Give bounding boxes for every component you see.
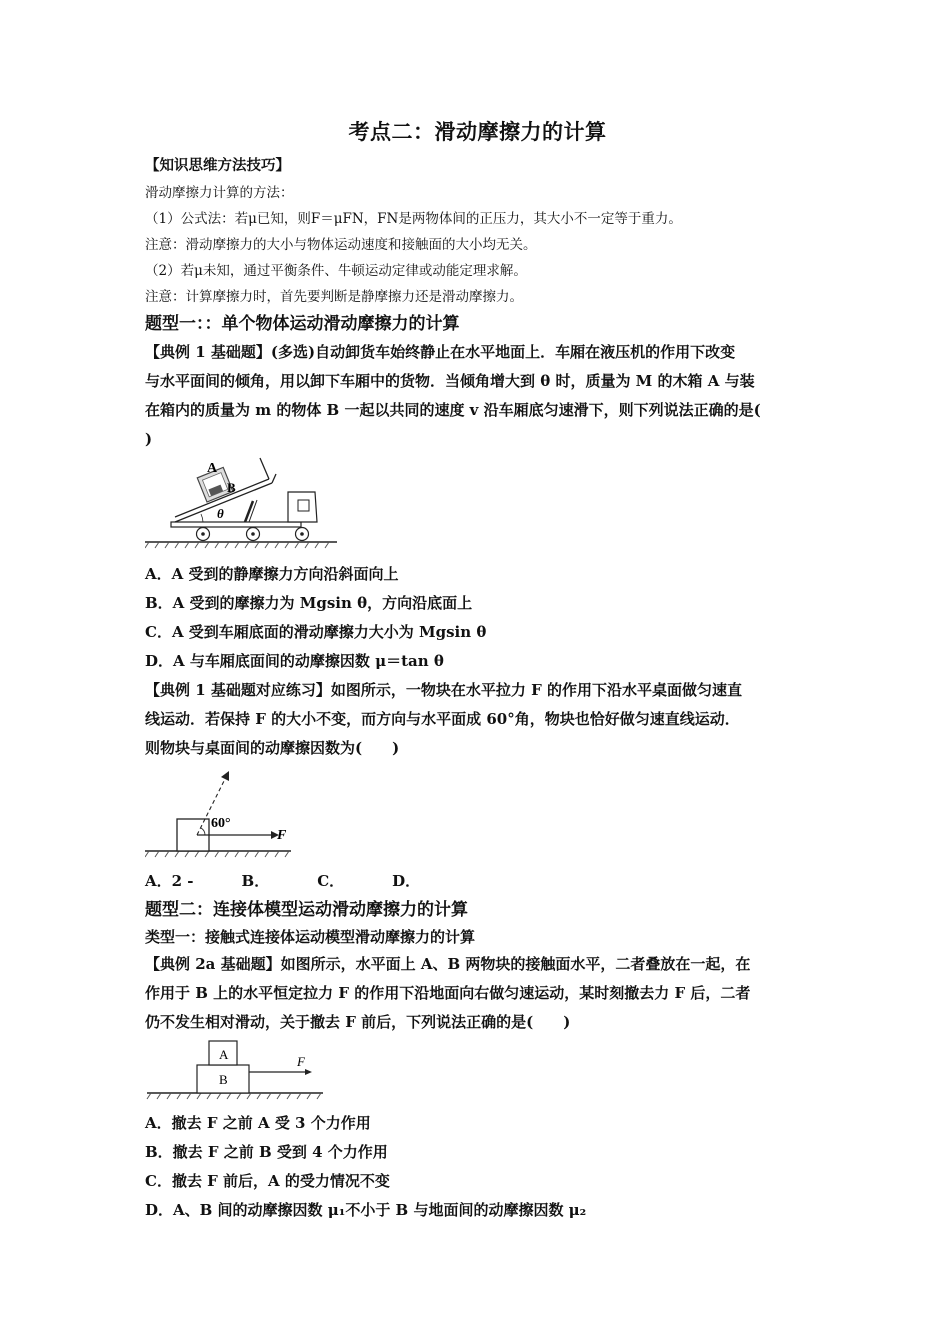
stacked-blocks-figure: [145, 1039, 335, 1105]
example2a-option-c: C．撤去 F 前后，A 的受力情况不变: [145, 1172, 390, 1190]
figure-stack-force-label: F: [297, 1054, 305, 1069]
practice1-question: [145, 676, 810, 763]
example2a-option-b: B．撤去 F 之前 B 受到 4 个力作用: [145, 1143, 388, 1161]
figure-stack-label-a: A: [219, 1047, 229, 1062]
knowledge-line-1: 滑动摩擦力计算的方法：: [145, 185, 294, 201]
practice1-option-b: B．: [241, 872, 270, 890]
type1-heading: 题型一：：单个物体运动滑动摩擦力的计算: [145, 314, 460, 334]
practice1-line-2: 线运动．若保持 F 的大小不变，而方向与水平面成 60°角，物块也恰好做匀速直线运动．: [145, 710, 740, 728]
example2a-line-1: 【典例 2a 基础题】如图所示，水平面上 A、B 两物块的接触面水平，二者叠放在一起，在: [145, 955, 751, 973]
figure-angle-label: 60°: [211, 816, 231, 831]
example1-option-b: B．A 受到的摩擦力为 Mgsin θ，方向沿底面上: [145, 594, 473, 612]
type2-subheading: 类型一：接触式连接体运动模型滑动摩擦力的计算: [145, 928, 476, 946]
dump-truck-figure: [145, 456, 345, 556]
practice1-option-a: A．2 -: [145, 872, 194, 890]
example2a-line-3: 仍不发生相对滑动，关于撤去 F 前后，下列说法正确的是( ): [145, 1013, 571, 1031]
figure-force-label: F: [277, 828, 287, 843]
example1-question: [145, 338, 810, 454]
example1-option-d: D．A 与车厢底面间的动摩擦因数 μ＝tan θ: [145, 652, 444, 670]
example2a-line-2: 作用于 B 上的水平恒定拉力 F 的作用下沿地面向右做匀速运动，某时刻撤去力 F 后，二者: [145, 984, 751, 1002]
knowledge-line-2: （1）公式法：若μ已知，则F＝μFN，FN是两物体间的正压力，其大小不一定等于重力。: [145, 211, 682, 227]
practice1-option-d: D．: [392, 872, 421, 890]
example1-line-1: 【典例 1 基础题】(多选)自动卸货车始终静止在水平地面上．车厢在液压机的作用下改变: [145, 343, 736, 361]
page-title: 考点二：滑动摩擦力的计算: [348, 119, 607, 144]
example2a-question: [145, 950, 810, 1037]
figure-stack-label-b: B: [219, 1072, 228, 1087]
document-page: [145, 110, 810, 1225]
example1-option-a: A．A 受到的静摩擦力方向沿斜面向上: [145, 565, 399, 583]
figure-label-theta: θ: [217, 506, 224, 521]
figure-label-b: B: [227, 480, 236, 495]
type2-heading: 题型二：连接体模型运动滑动摩擦力的计算: [145, 900, 468, 920]
example1-line-2: 与水平面间的倾角，用以卸下车厢中的货物．当倾角增大到 θ 时，质量为 M 的木箱 A 与装: [145, 372, 755, 390]
example1-line-4: ): [145, 430, 153, 448]
practice1-option-c: C．: [317, 872, 345, 890]
practice1-line-1: 【典例 1 基础题对应练习】如图所示，一物块在水平拉力 F 的作用下沿水平桌面做匀速直: [145, 681, 742, 699]
knowledge-line-3: 注意：滑动摩擦力的大小与物体运动速度和接触面的大小均无关。: [145, 237, 537, 253]
knowledge-line-4: （2）若μ未知，通过平衡条件、牛顿运动定律或动能定理求解。: [145, 263, 527, 279]
practice1-line-3: 则物块与桌面间的动摩擦因数为( ): [145, 739, 400, 757]
example1-line-3: 在箱内的质量为 m 的物体 B 一起以共同的速度 v 沿车厢底匀速滑下，则下列说法正确的是(: [145, 401, 761, 419]
knowledge-line-5: 注意：计算摩擦力时，首先要判断是静摩擦力还是滑动摩擦力。: [145, 289, 523, 305]
practice1-options: [145, 867, 810, 896]
example2a-option-a: A．撤去 F 之前 A 受 3 个力作用: [145, 1114, 371, 1132]
block-force-figure: [145, 765, 305, 863]
knowledge-heading: 【知识思维方法技巧】: [145, 157, 290, 174]
example1-option-c: C．A 受到车厢底面的滑动摩擦力大小为 Mgsin θ: [145, 623, 487, 641]
example2a-option-d: D．A、B 间的动摩擦因数 μ₁不小于 B 与地面间的动摩擦因数 μ₂: [145, 1201, 587, 1219]
figure-label-a: A: [207, 461, 218, 476]
